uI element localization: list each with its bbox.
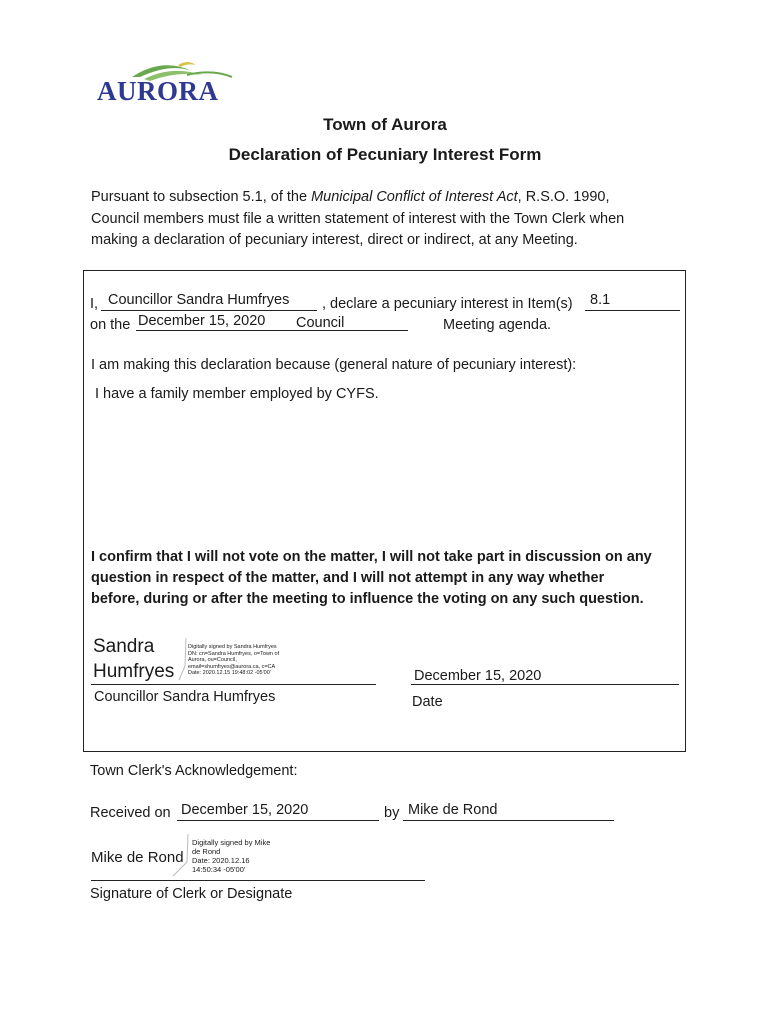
meeting-type-field[interactable]: Council [296,315,345,331]
signature-first-name: Sandra [93,636,155,657]
declare-text: , declare a pecuniary interest in Item(s) [322,296,573,312]
clerk-digital-signature-info: Digitally signed by Mike de Rond Date: 2020.12.16 14:50:34 -05'00' [192,838,271,874]
received-on-label: Received on [90,805,171,821]
signature-last-name: Humfryes [93,661,175,682]
meeting-label: Meeting [443,317,495,333]
received-date-field[interactable]: December 15, 2020 [181,802,309,818]
confirmation-line-3: before, during or after the meeting to influence the voting on any such question. [91,591,644,607]
declarant-prefix: I, [90,296,99,312]
confirmation-line-2: question in respect of the matter, and I will not attempt in any way whether [91,570,605,586]
signature-date-field[interactable]: December 15, 2020 [414,668,542,684]
intro-line-3: making a declaration of pecuniary interest, direct or indirect, at any Meeting. [91,232,578,248]
confirmation-line-1: I confirm that I will not vote on the matter, I will not take part in discussion on any [91,549,652,565]
clerk-heading: Town Clerk's Acknowledgement: [90,763,298,779]
clerk-signature-name: Mike de Rond [91,849,184,866]
reason-prompt: I am making this declaration because (general nature of pecuniary interest): [91,357,577,373]
intro-line-1: Pursuant to subsection 5.1, of the Municipal Conflict of Interest Act, R.S.O. 1990, [91,189,610,205]
act-name: Municipal Conflict of Interest Act [311,189,518,205]
signer-label: Councillor Sandra Humfryes [94,689,276,705]
meeting-date-field[interactable]: December 15, 2020 [138,313,266,329]
declarant-name-field[interactable]: Councillor Sandra Humfryes [108,292,290,308]
digital-signature-info: Digitally signed by Sandra Humfryes DN: cn=Sandra Humfryes, o=Town of Aurora, ou=Council, email=shumfryes@aurora.ca, c=CA Date: 2020.12.15 19:48:02 -05'00' [188,644,280,676]
date-label: Date [412,694,443,710]
received-by-field[interactable]: Mike de Rond [408,802,498,818]
on-the-label: on the [90,317,131,333]
item-number-field[interactable]: 8.1 [590,292,611,308]
form-title: Declaration of Pecuniary Interest Form [228,145,542,164]
clerk-signature-label: Signature of Clerk or Designate [90,886,293,902]
by-label: by [384,805,400,821]
intro-line-2: Council members must file a written statement of interest with the Town Clerk when [91,211,625,227]
logo-wordmark: AURORA [97,76,219,106]
page-title: Town of Aurora [323,115,447,134]
agenda-label: agenda. [498,317,552,333]
clerk-signature-mark-icon [170,832,192,878]
reason-field[interactable]: I have a family member employed by CYFS. [95,386,379,402]
